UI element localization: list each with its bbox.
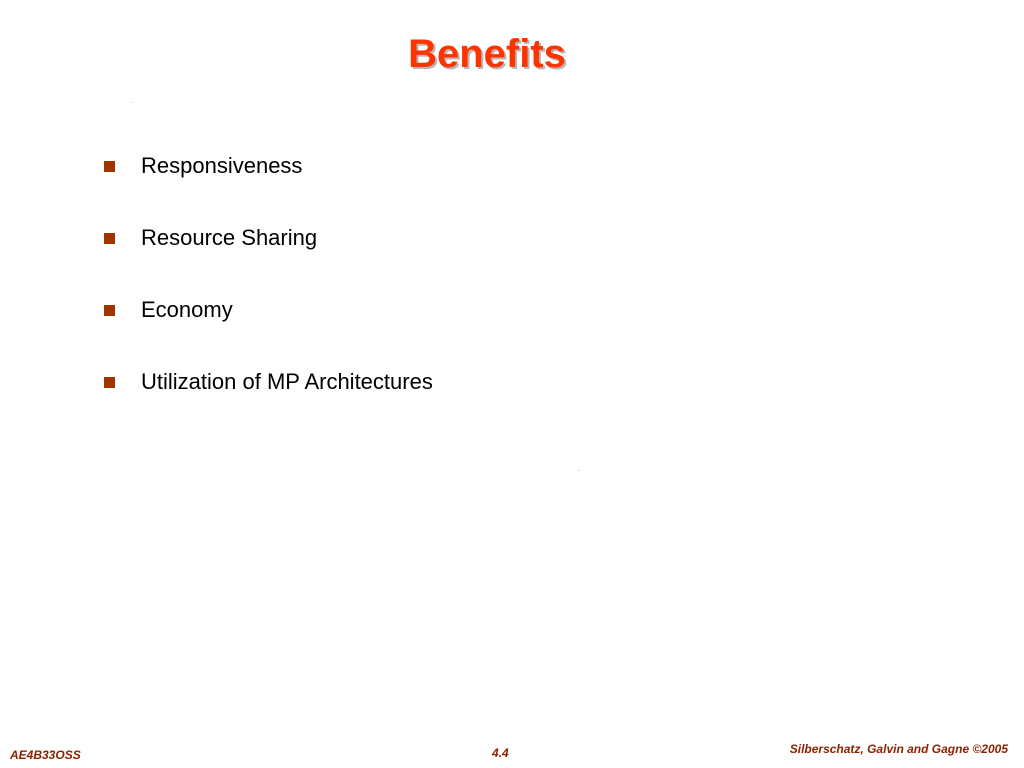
bullet-item-responsiveness (104, 148, 433, 184)
bullet-label: Utilization of MP Architectures (141, 369, 433, 394)
artifact-speck (578, 470, 580, 471)
square-bullet-icon (104, 233, 115, 244)
square-bullet-icon (104, 377, 115, 388)
bullet-list (104, 148, 433, 436)
bullet-label: Economy (141, 297, 233, 322)
footer-copyright: Silberschatz, Galvin and Gagne ©2005 (789, 742, 1008, 756)
bullet-item-resource-sharing (104, 220, 433, 256)
artifact-speck (131, 102, 133, 103)
square-bullet-icon (104, 305, 115, 316)
footer-course-code: AE4B33OSS (10, 748, 81, 762)
bullet-label: Responsiveness (141, 153, 303, 178)
bullet-item-economy (104, 292, 433, 328)
slide-title: Benefits (408, 32, 566, 76)
bullet-item-utilization (104, 364, 433, 400)
bullet-label: Resource Sharing (141, 225, 318, 250)
footer-page-number: 4.4 (492, 746, 509, 760)
square-bullet-icon (104, 161, 115, 172)
